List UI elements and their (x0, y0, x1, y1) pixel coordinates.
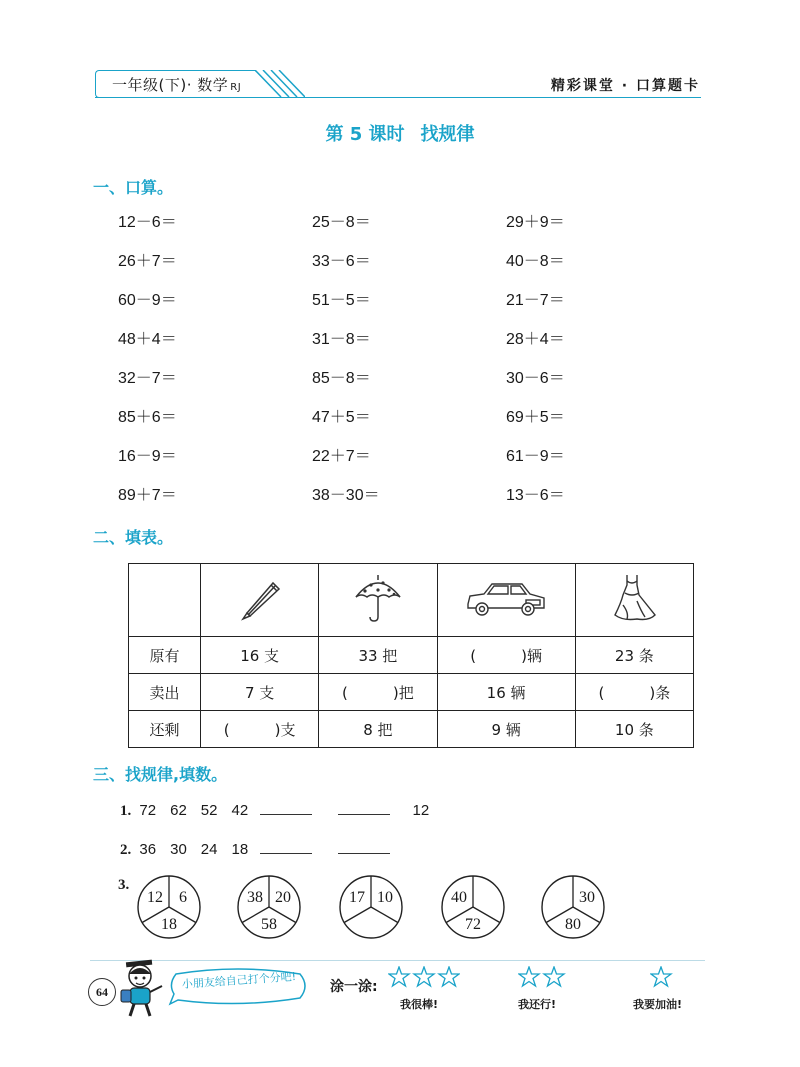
row-label: 卖出 (129, 674, 201, 711)
calc-item: 69＋5＝ (506, 409, 565, 426)
sequence-number: 18 (231, 841, 249, 858)
pencil-cell (201, 564, 319, 637)
table-cell: 33 把 (319, 637, 437, 674)
sequence-number: 36 (139, 841, 157, 858)
calc-item: 61－9＝ (506, 448, 565, 465)
q2-blank-1[interactable] (260, 839, 312, 854)
calc-item: 21－7＝ (506, 292, 565, 309)
table-corner (129, 564, 201, 637)
rating-one-star[interactable] (650, 966, 674, 992)
answer-cell[interactable]: ( )支 (201, 711, 319, 748)
calc-item: 85＋6＝ (118, 409, 177, 426)
q3-number-text: 3. (118, 877, 130, 893)
calc-item: 48＋4＝ (118, 331, 177, 348)
table-cell: 16 支 (201, 637, 319, 674)
circle-number: 6 (179, 889, 187, 906)
calc-item: 85－8＝ (312, 370, 371, 387)
table-cell: 9 辆 (437, 711, 575, 748)
sequence-number: 42 (231, 802, 249, 819)
circle-number: 58 (261, 916, 277, 933)
number-circle (136, 874, 202, 940)
pencil-icon (235, 573, 285, 623)
sequence-number: 24 (200, 841, 218, 858)
table-cell: 16 辆 (437, 674, 575, 711)
section2-heading: 二、填表。 (93, 528, 174, 547)
calc-item: 13－6＝ (506, 487, 565, 504)
table-cell: 7 支 (201, 674, 319, 711)
calc-item: 32－7＝ (118, 370, 177, 387)
pattern-q1 (120, 800, 429, 820)
calc-item: 22＋7＝ (312, 448, 371, 465)
rating-two-stars[interactable] (518, 966, 566, 992)
number-circle (540, 874, 606, 940)
grade-subject-text: 一年级(下)· 数学 (112, 76, 229, 94)
section1-heading: 一、口算。 (93, 178, 174, 197)
number-circle (338, 874, 404, 940)
row-label: 原有 (129, 637, 201, 674)
q1-end: 12 (412, 802, 430, 819)
header-rule (95, 97, 701, 98)
table-cell: 23 条 (575, 637, 693, 674)
lesson-title (0, 120, 800, 146)
fill-table (128, 563, 694, 748)
pattern-q2 (120, 839, 398, 859)
circle-divider (338, 874, 404, 940)
header-stripes (255, 70, 305, 99)
rate-label: 涂一涂: (330, 979, 378, 995)
calc-item: 26＋7＝ (118, 253, 177, 270)
calc-item: 40－8＝ (506, 253, 565, 270)
circle-number: 12 (147, 889, 163, 906)
table-row (129, 637, 694, 674)
header-grade-subject (112, 74, 241, 95)
bubble-text: 小朋友给自己打个分吧! (181, 970, 297, 991)
table-cell: 8 把 (319, 711, 437, 748)
car-cell (437, 564, 575, 637)
section3-heading: 三、找规律,填数。 (93, 765, 228, 784)
star-icon (389, 967, 409, 986)
q2-number: 2. (120, 842, 132, 858)
star-icon (651, 967, 671, 986)
car-icon (464, 576, 548, 620)
circle-number: 20 (275, 889, 291, 906)
dress-icon (609, 571, 659, 625)
number-circle (440, 874, 506, 940)
circle-number: 40 (451, 889, 467, 906)
circle-number: 72 (465, 916, 481, 933)
calc-item: 60－9＝ (118, 292, 177, 309)
calc-item: 12－6＝ (118, 214, 177, 231)
circle-number: 17 (349, 889, 365, 906)
page-number: 64 (88, 978, 116, 1006)
dress-cell (575, 564, 693, 637)
row-label: 还剩 (129, 711, 201, 748)
star-icon (439, 967, 459, 986)
star-icon (519, 967, 539, 986)
q1-blank-1[interactable] (260, 800, 312, 815)
q1-blank-2[interactable] (338, 800, 390, 815)
circle-number: 10 (377, 889, 393, 906)
circle-number: 30 (579, 889, 595, 906)
level-great: 我很棒! (400, 998, 439, 1011)
number-circle (236, 874, 302, 940)
lesson-number: 第 5 课时 (325, 124, 405, 145)
table-row (129, 674, 694, 711)
sequence-number: 72 (139, 802, 157, 819)
circle-number: 38 (247, 889, 263, 906)
calc-item: 47＋5＝ (312, 409, 371, 426)
calc-item: 38－30＝ (312, 487, 380, 504)
sequence-number: 62 (170, 802, 187, 819)
q3-number (118, 876, 129, 894)
footer-rule (90, 960, 705, 961)
circle-number: 18 (161, 916, 177, 933)
star-icon (544, 967, 564, 986)
level-try: 我要加油! (633, 998, 683, 1011)
calc-item: 25－8＝ (312, 214, 371, 231)
sequence-number: 30 (170, 841, 187, 858)
calc-item: 33－6＝ (312, 253, 371, 270)
edition-text: RJ (230, 82, 242, 93)
star-icon (414, 967, 434, 986)
table-cell: 10 条 (575, 711, 693, 748)
umbrella-cell (319, 564, 437, 637)
answer-cell[interactable]: ( )把 (319, 674, 437, 711)
level-ok: 我还行! (518, 998, 557, 1011)
answer-cell[interactable]: ( )辆 (437, 637, 575, 674)
umbrella-icon (351, 571, 405, 625)
rating-three-stars[interactable] (388, 966, 460, 992)
q2-blank-2[interactable] (338, 839, 390, 854)
calc-item: 89＋7＝ (118, 487, 177, 504)
q1-number: 1. (120, 803, 132, 819)
calc-item: 30－6＝ (506, 370, 565, 387)
calc-item: 28＋4＝ (506, 331, 565, 348)
answer-cell[interactable]: ( )条 (575, 674, 693, 711)
circle-number: 80 (565, 916, 581, 933)
lesson-topic: 找规律 (420, 124, 475, 145)
calc-item: 31－8＝ (312, 331, 371, 348)
series-title: 精彩课堂 · 口算题卡 (550, 78, 700, 94)
calc-item: 16－9＝ (118, 448, 177, 465)
calc-item: 29＋9＝ (506, 214, 565, 231)
sequence-number: 52 (200, 802, 218, 819)
calc-item: 51－5＝ (312, 292, 371, 309)
table-row (129, 711, 694, 748)
